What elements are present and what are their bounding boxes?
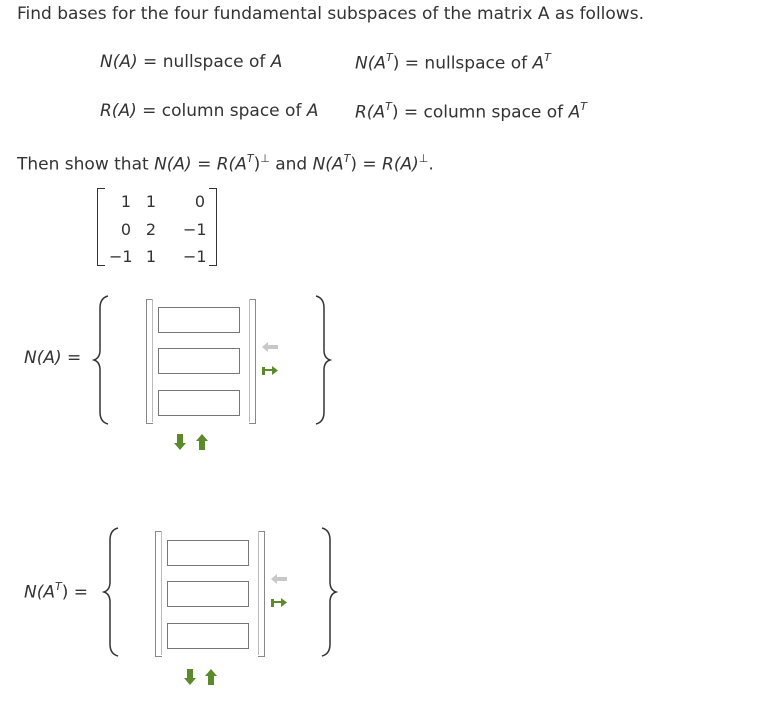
matrix-right-bracket xyxy=(209,188,217,266)
matrix-a xyxy=(97,188,217,266)
matrix-cell: 1 xyxy=(120,192,131,211)
vector-right-bracket-inner xyxy=(249,299,250,422)
add-row-arrow-icon[interactable] xyxy=(183,668,197,686)
nat-label: $N(A^T)$ = xyxy=(24,580,88,603)
remove-column-arrow-icon[interactable] xyxy=(261,341,279,353)
matrix-cell: −1 xyxy=(183,247,207,266)
def-columnspace-at: $R(A^T)$ = column space of $A^T$ xyxy=(355,100,587,123)
def-columnspace-a: R(A) = column space of A xyxy=(100,101,319,121)
vector-right-bracket-inner xyxy=(258,531,259,655)
na-label: N(A) = xyxy=(24,348,82,368)
na-entry-1[interactable] xyxy=(158,307,240,333)
vector-left-bracket-inner xyxy=(152,299,153,422)
nat-entry-1[interactable] xyxy=(167,540,249,566)
intro-text: Find bases for the four fundamental subspaces of the matrix A as follows. xyxy=(17,4,644,24)
matrix-cell: −1 xyxy=(183,220,207,239)
def-nullspace-at: $N(A^T)$ = nullspace of $A^T$ xyxy=(355,51,551,74)
right-brace-icon xyxy=(318,526,338,658)
remove-column-arrow-icon[interactable] xyxy=(270,573,288,585)
matrix-left-bracket xyxy=(97,188,105,266)
add-column-arrow-icon[interactable] xyxy=(261,365,279,379)
nat-entry-3[interactable] xyxy=(167,623,249,649)
def-nullspace-a: N(A) = nullspace of A xyxy=(100,52,283,72)
na-entry-2[interactable] xyxy=(158,348,240,374)
matrix-cell: 0 xyxy=(120,220,131,239)
na-entry-3[interactable] xyxy=(158,390,240,416)
right-brace-icon xyxy=(312,294,332,426)
matrix-cell: −1 xyxy=(109,247,133,266)
add-row-arrow-icon[interactable] xyxy=(173,433,187,451)
then-show-text: Then show that $N(A) = R(A^T)^\perp$ and $N(A^T) = R(A)^\perp$. xyxy=(17,152,434,175)
nat-entry-2[interactable] xyxy=(167,581,249,607)
matrix-cell: 1 xyxy=(145,192,156,211)
left-brace-icon xyxy=(102,526,122,658)
remove-row-arrow-icon[interactable] xyxy=(195,433,209,451)
matrix-cell: 1 xyxy=(145,247,156,266)
vector-right-bracket xyxy=(258,531,265,657)
add-column-arrow-icon[interactable] xyxy=(270,597,288,611)
matrix-cell: 0 xyxy=(194,192,205,211)
vector-right-bracket xyxy=(249,299,256,424)
left-brace-icon xyxy=(92,294,112,426)
matrix-cell: 2 xyxy=(145,220,156,239)
remove-row-arrow-icon[interactable] xyxy=(204,668,218,686)
vector-left-bracket-inner xyxy=(161,531,162,655)
